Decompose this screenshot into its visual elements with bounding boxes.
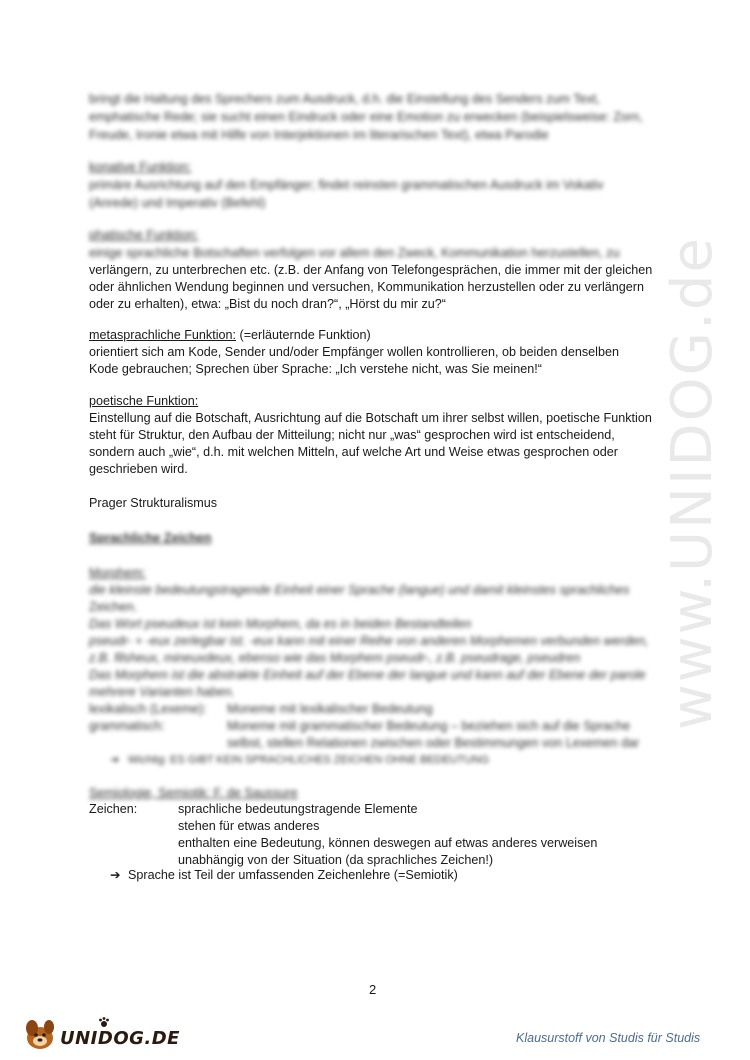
blurred-note: Wichtig: ES GIBT KEIN SPRACHLICHES ZEICHEN OHNE BEDEUTUNG	[128, 754, 490, 766]
zeichen-item: enthalten eine Bedeutung, können deswegen auf etwas anderes verweisen	[178, 836, 598, 850]
text-line: geschrieben wird.	[89, 462, 188, 476]
zeichen-label: Zeichen:	[89, 802, 138, 816]
gram-label: grammatisch:	[89, 719, 165, 733]
paw-icon	[98, 1016, 110, 1028]
zeichen-row-1	[89, 801, 417, 818]
blurred-line: z.B. filsheux, mineuxdeux, ebenso wie das Morphem pseudr-, z.B. pseudrage, pseudren	[89, 651, 581, 665]
prager-line: Prager Strukturalismus	[89, 496, 218, 510]
text-line: orientiert sich am Kode, Sender und/oder Empfänger wollen kontrollieren, ob beiden denselben	[89, 345, 619, 359]
footer-tagline: Klausurstoff von Studis für Studis	[516, 1031, 701, 1045]
zeichen-conclusion: Sprache ist Teil der umfassenden Zeichenlehre (=Semiotik)	[128, 868, 458, 882]
text-line: oder ähnlichen Wendung beginnen und versuchen, Kommunikation herzustellen oder zu verlängern	[89, 280, 644, 294]
arrow-icon: ➔	[110, 754, 120, 766]
watermark: www.UNIDOG.de	[660, 236, 725, 730]
meta-heading: metasprachliche Funktion:	[89, 328, 236, 342]
poetic-heading: poetische Funktion:	[89, 394, 199, 408]
text-line: oder zu erhalten), etwa: „Bist du noch dran?“, „Hörst du mir zu?“	[89, 297, 446, 311]
zeichen-item: sprachliche bedeutungstragende Elemente	[178, 802, 418, 816]
page-number: 2	[369, 982, 377, 997]
blurred-line: bringt die Haltung des Sprechers zum Ausdruck, d.h. die Einstellung des Senders zum Text,	[89, 92, 600, 106]
blurred-line: (Anrede) und Imperativ (Befehl)	[89, 196, 266, 210]
blurred-semiology: Semiologie, Semiotik: F. de Saussure	[89, 786, 298, 800]
blurred-heading-konative: konative Funktion:	[89, 160, 192, 174]
blurred-gram-row	[89, 718, 630, 735]
text-line: sondern auch „wie“, d.h. mit welchen Mitteln, auf welche Art und Weise etwas gesprochen oder	[89, 445, 618, 459]
blurred-line: Das Morphem ist die abstrakte Einheit auf der Ebene der langue und kann auf der Ebene der parole	[89, 668, 646, 682]
zeichen-item: unabhängig von der Situation (da sprachliches Zeichen!)	[178, 853, 494, 867]
zeichen-conclusion-row	[110, 867, 458, 884]
text-line: Kode gebrauchen; Sprechen über Sprache: „Ich verstehe nicht, was Sie meinen!“	[89, 362, 542, 376]
arrow-icon: ➔	[110, 868, 121, 882]
blurred-heading-zeichen: Sprachliche Zeichen	[89, 531, 212, 545]
dog-icon	[20, 1014, 62, 1054]
blurred-note-row	[110, 752, 489, 769]
meta-heading-line	[89, 327, 371, 344]
blurred-line: die kleinste bedeutungstragende Einheit einer Sprache (langue) und damit kleinstes sprachliches	[89, 583, 630, 597]
blurred-line: Freude, Ironie etwa mit Hilfe von Interjektionen im literarischen Text), etwa Parodie	[89, 128, 549, 142]
lex-text: Moneme mit lexikalischer Bedeutung	[227, 702, 433, 716]
lex-label: lexikalisch (Lexeme):	[89, 702, 207, 716]
blurred-subheading-morphem: Morphem:	[89, 566, 146, 580]
text-line: Einstellung auf die Botschaft, Ausrichtung auf die Botschaft um ihrer selbst willen, poetische Funktion	[89, 411, 652, 425]
text-line: steht für Struktur, den Aufbau der Mitteilung; nicht nur „was“ gesprochen wird ist entscheidend,	[89, 428, 615, 442]
unidog-logo	[20, 1014, 180, 1054]
blurred-line: einige sprachliche Botschaften verfolgen vor allem den Zweck, Kommunikation herzustellen, zu	[89, 246, 620, 260]
blurred-line: emphatische Rede; sie sucht einen Eindruck oder eine Emotion zu erwecken (beispielsweise: Zorn,	[89, 110, 643, 124]
logo-text: UNIDOG.DE	[60, 1028, 180, 1049]
blurred-heading-phatische: phatische Funktion:	[89, 228, 199, 242]
text-line: verlängern, zu unterbrechen etc. (z.B. der Anfang von Telefongesprächen, die immer mit der gleichen	[89, 263, 653, 277]
blurred-line: mehrere Varianten haben.	[89, 685, 235, 699]
gram-text: Moneme mit grammatischer Bedeutung – beziehen sich auf die Sprache	[227, 719, 631, 733]
blurred-gram-row2: selbst, stellen Relationen zwischen oder Bestimmungen von Lexemen dar	[227, 736, 640, 750]
zeichen-item: stehen für etwas anderes	[178, 819, 320, 833]
blurred-line: pseudr- + -eux zerlegbar ist. -eux kann mit einer Reihe von anderen Morphemen verbunden werden,	[89, 634, 649, 648]
blurred-line: Zeichen.	[89, 600, 138, 614]
blurred-line: primäre Ausrichtung auf den Empfänger; findet reinsten grammatischen Ausdruck im Vokativ	[89, 178, 604, 192]
meta-heading-note: (=erläuternde Funktion)	[236, 328, 371, 342]
blurred-lex-row	[89, 701, 433, 718]
blurred-line: Das Wort pseudeux ist kein Morphem, da es in beiden Bestandteilen	[89, 617, 472, 631]
